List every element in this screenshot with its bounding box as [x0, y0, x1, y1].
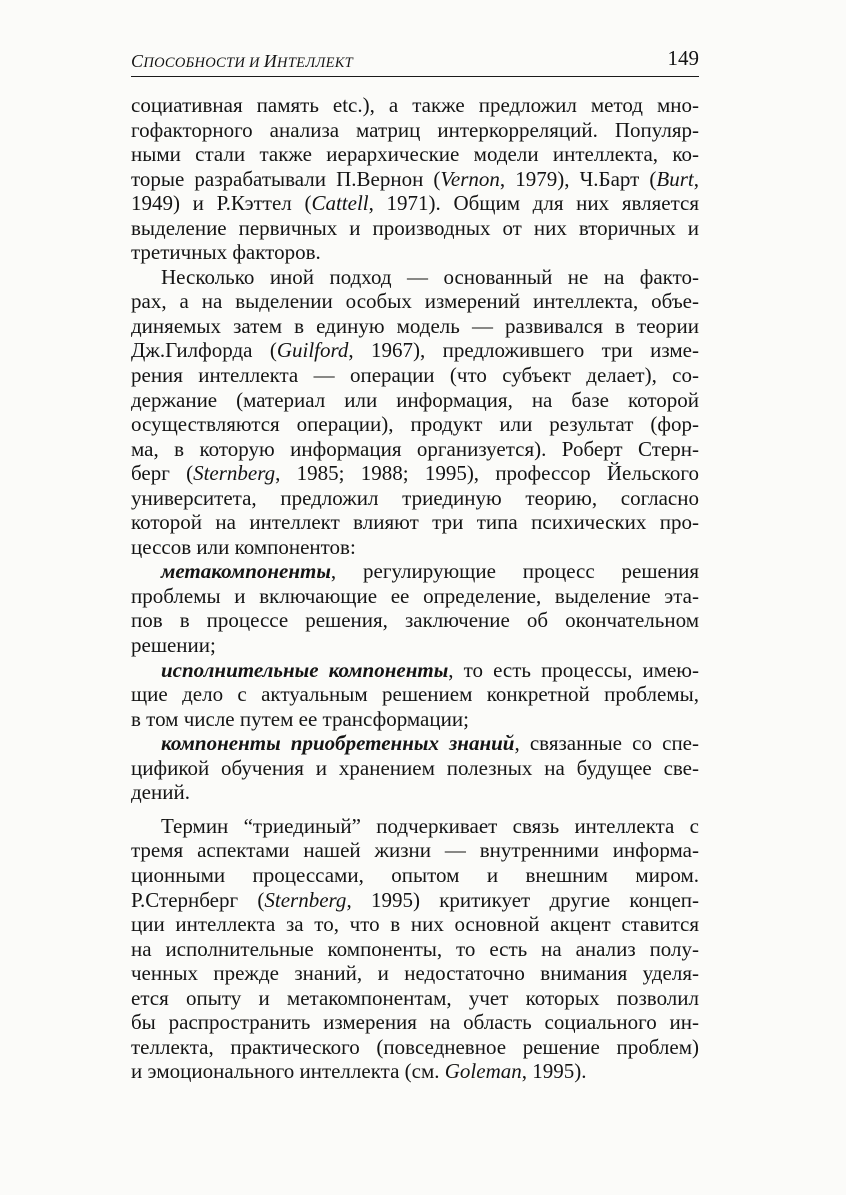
text-run: , 1971). Общим для них является — [368, 191, 699, 216]
text-line: ма, в которую информация организуется). Роберт Стерн- — [131, 436, 699, 461]
text-line: проблемы и включающие ее определение, выделение эта- — [131, 583, 699, 608]
text-line — [131, 731, 699, 756]
text-line: ченных прежде знаний, и недостаточно внимания уделя- — [131, 961, 699, 986]
text-line: теллекта, практического (повседневное решение проблем) — [131, 1034, 699, 1059]
text-run: , 1985; 1988; 1995), профессор Йельского — [275, 461, 699, 486]
text-line: ными стали также иерархические модели интеллекта, ко- — [131, 142, 699, 167]
citation-author: Guilford — [276, 338, 349, 363]
text-line: цификой обучения и хранением полезных на будущее све- — [131, 755, 699, 780]
text-run: , 1979), Ч.Барт ( — [499, 166, 657, 191]
citation-author: Cattell — [311, 191, 369, 216]
text-line: цессов или компонентов: — [131, 534, 356, 559]
running-head — [131, 51, 353, 72]
text-run: , 1995). — [521, 1059, 587, 1084]
text-line: гофакторного анализа матриц интеркорреляций. Популяр- — [131, 117, 699, 142]
citation-author: Goleman — [444, 1059, 522, 1084]
text-run: торые разрабатывали П.Вернон ( — [131, 166, 441, 191]
paragraph — [131, 814, 699, 1084]
text-line: пов в процессе решения, заключение об окончательном — [131, 608, 699, 633]
text-line: держание (материал или информация, на базе которой — [131, 387, 699, 412]
paragraph — [131, 93, 699, 265]
text-line: рах, а на выделении особых измерений интеллекта, объе- — [131, 289, 699, 314]
text-line: бы распространить измерения на область социального ин- — [131, 1010, 699, 1035]
text-run: , 1995) критикует другие концеп- — [346, 887, 699, 912]
text-line: в том числе путем ее трансформации; — [131, 706, 469, 731]
text-run: 1949) и Р.Кэттел ( — [131, 191, 312, 216]
term: исполнительные компоненты — [161, 657, 449, 682]
text-run: , — [693, 166, 700, 191]
text-line: университета, предложил триединую теорию, согласно — [131, 485, 699, 510]
text-line: ется опыту и метакомпонентам, учет которых позволил — [131, 985, 699, 1010]
text-line — [131, 338, 699, 363]
text-run: берг ( — [131, 461, 194, 486]
text-line: третичных факторов. — [131, 240, 321, 265]
paragraph-gap — [131, 805, 699, 814]
running-head-initial: И — [263, 51, 278, 71]
list-item — [131, 658, 699, 732]
page-header — [131, 44, 699, 77]
text-line: щие дело с актуальным решением конкретной проблемы, — [131, 682, 699, 707]
term: метакомпоненты — [161, 559, 331, 584]
text-run: , то есть процессы, имею- — [448, 657, 699, 682]
text-line: ционными процессами, опытом и внешним миром. — [131, 862, 699, 887]
text-line — [131, 658, 699, 683]
text-line: социативная память etc.), а также предложил метод мно- — [131, 93, 699, 117]
text-run: , 1967), предложившего три изме- — [348, 338, 699, 363]
text-run: , регулирующие процесс решения — [330, 559, 699, 584]
text-line — [131, 191, 699, 216]
citation-author: Vernon — [440, 166, 500, 191]
text-line: тремя аспектами нашей жизни — внутренними информа- — [131, 838, 699, 863]
text-run: Дж.Гилфорда ( — [131, 338, 277, 363]
text-line: решении; — [131, 633, 216, 658]
body-text — [131, 93, 699, 1084]
text-line: Несколько иной подход — основанный не на факто- — [161, 264, 699, 289]
text-line: дений. — [131, 780, 190, 805]
list-item — [131, 731, 699, 805]
text-line: ции интеллекта за то, что в них основной акцент ставится — [131, 912, 699, 937]
text-run: Р.Стернберг ( — [131, 887, 265, 912]
running-head-initial: С — [131, 51, 144, 71]
list-item — [131, 559, 699, 657]
paragraph — [131, 265, 699, 560]
text-line: Термин “триединый” подчеркивает связь интеллекта с — [161, 813, 699, 838]
text-line — [131, 559, 699, 584]
text-line: которой на интеллект влияют три типа психических про- — [131, 510, 699, 535]
citation-author: Burt — [656, 166, 694, 191]
page-number: 149 — [667, 46, 699, 70]
citation-author: Sternberg — [193, 461, 276, 486]
running-head-part: ПОСОБНОСТИ И — [143, 55, 264, 71]
text-line — [131, 1059, 699, 1084]
text-line: рения интеллекта — операции (что субъект делает), со- — [131, 363, 699, 388]
text-line — [131, 461, 699, 486]
text-line — [131, 167, 699, 192]
text-line: осуществляются операции), продукт или результат (фор- — [131, 412, 699, 437]
term: компоненты приобретенных знаний — [161, 731, 515, 756]
citation-author: Sternberg — [264, 887, 347, 912]
text-line: выделение первичных и производных от них вторичных и — [131, 215, 699, 240]
running-head-part: НТЕЛЛЕКТ — [277, 55, 354, 71]
text-run: и эмоционального интеллекта (см. — [131, 1059, 445, 1084]
text-line — [131, 888, 699, 913]
text-line: диняемых затем в единую модель — развивался в теории — [131, 313, 699, 338]
text-line: на исполнительные компоненты, то есть на анализ полу- — [131, 936, 699, 961]
text-run: , связанные со спе- — [514, 731, 699, 756]
